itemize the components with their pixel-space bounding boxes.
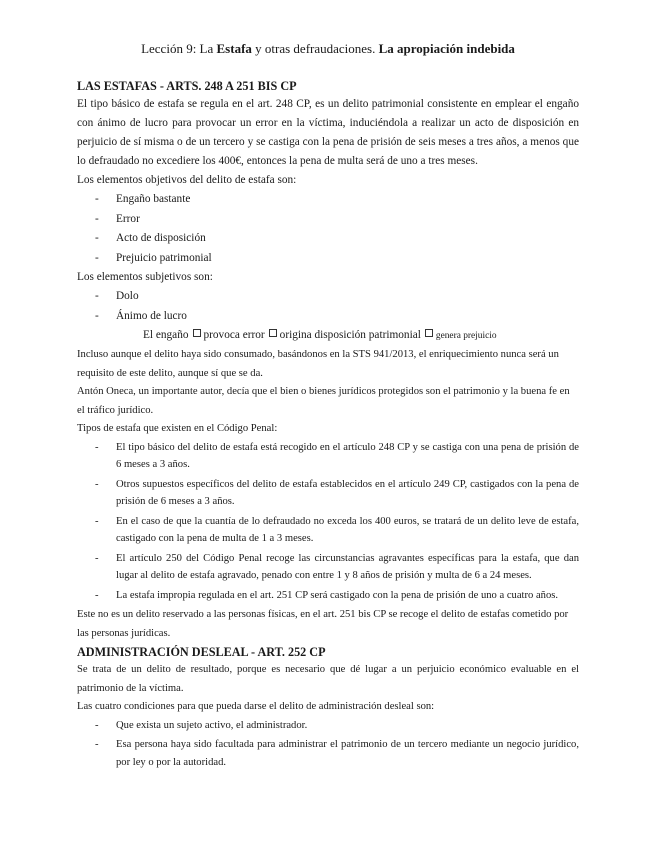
list-item: - El artículo 250 del Código Penal recoge las circunstancias agravantes específicas para la estafa, que dan lugar al delito de estafa agravado, penado con entre 1 y 8 años de prisión y multa de 6 a 24 meses. xyxy=(77,550,579,585)
tipos-label: Tipos de estafa que existen en el Código Penal: xyxy=(77,423,278,434)
document-page xyxy=(77,41,579,773)
list-item: - Engaño bastante xyxy=(77,190,579,210)
section-heading-estafas: LAS ESTAFAS - ARTS. 248 A 251 BIS CP xyxy=(77,79,297,93)
list-item: - Que exista un sujeto activo, el administrador. xyxy=(77,717,579,735)
estafa-chain: El engaño provoca error origina disposición patrimonial genera prejuicio xyxy=(143,329,497,341)
objetivos-label: Los elementos objetivos del delito de estafa son: xyxy=(77,174,297,186)
list-item: - Dolo xyxy=(77,287,579,307)
list-item: - En el caso de que la cuantía de lo defraudado no exceda los 400 euros, se tratará de un delito leve de estafa, castigado con la pena de multa de 1 a 3 meses. xyxy=(77,513,579,548)
list-item: - Acto de disposición xyxy=(77,229,579,249)
list-item: - La estafa impropia regulada en el art. 251 CP será castigado con la pena de prisión de uno a cuatro años. xyxy=(77,587,579,605)
list-item: - Ánimo de lucro xyxy=(77,307,579,327)
tipos-list xyxy=(77,439,579,605)
box-icon xyxy=(425,329,433,337)
page-title: Lección 9: La Estafa y otras defraudaciones. La apropiación indebida xyxy=(141,41,515,56)
box-icon xyxy=(269,329,277,337)
list-item: - El tipo básico del delito de estafa está recogido en el artículo 248 CP y se castiga con una pena de prisión de 6 meses a 3 años. xyxy=(77,439,579,474)
subjetivos-list xyxy=(77,287,579,326)
list-item: - Prejuicio patrimonial xyxy=(77,249,579,269)
list-item: - Esa persona haya sido facultada para administrar el patrimonio de un tercero mediante un negocio jurídico, por ley o por la autoridad. xyxy=(77,736,579,771)
condiciones-label: Las cuatro condiciones para que pueda darse el delito de administración desleal son: xyxy=(77,701,435,712)
oneca-paragraph: Antón Oneca, un importante autor, decía que el bien o bienes jurídicos protegidos son el patrimonio y la buena fe en el tráfico jurídico. xyxy=(77,386,570,416)
list-item: - Otros supuestos específicos del delito de estafa establecidos en el artículo 249 CP, castigados con la pena de prisión de 6 meses a 3 años. xyxy=(77,476,579,511)
consumado-paragraph: Incluso aunque el delito haya sido consumado, basándonos en la STS 941/2013, el enriquecimiento nunca será un requisito de este delito, aunque sí que se da. xyxy=(77,349,559,379)
condiciones-list xyxy=(77,717,579,772)
personas-paragraph: Este no es un delito reservado a las personas físicas, en el art. 251 bis CP se recoge el delito de estafas cometido por las personas jurídicas. xyxy=(77,609,569,639)
estafas-intro: El tipo básico de estafa se regula en el art. 248 CP, es un delito patrimonial consistente en emplear el engaño con ánimo de lucro para provocar un error en la víctima, induciéndola a realizar un acto de disposición en perjuicio de sí misma o de un tercero y se castiga con la pena de prisión de seis meses a tres años, a menos que lo defraudado no excediere los 400€, entonces la pena de multa será de uno a tres meses. xyxy=(77,98,579,167)
subjetivos-label: Los elementos subjetivos son: xyxy=(77,271,213,283)
administracion-intro: Se trata de un delito de resultado, porque es necesario que dé lugar a un perjuicio económico evaluable en el patrimonio de la víctima. xyxy=(77,664,579,694)
section-heading-administracion: ADMINISTRACIÓN DESLEAL - ART. 252 CP xyxy=(77,645,326,659)
box-icon xyxy=(193,329,201,337)
list-item: - Error xyxy=(77,210,579,230)
objetivos-list xyxy=(77,190,579,268)
